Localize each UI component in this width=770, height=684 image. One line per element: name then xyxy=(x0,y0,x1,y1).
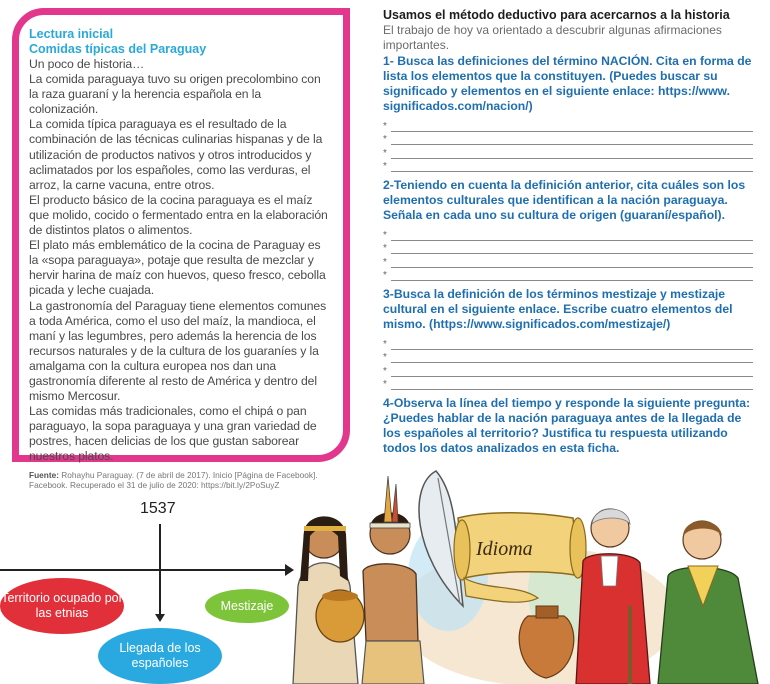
answer-lines-2 xyxy=(383,227,753,281)
spanish-gentleman-figure xyxy=(658,521,758,684)
bullet: * xyxy=(383,338,387,350)
scroll-text: Idioma xyxy=(476,538,533,560)
bullet: * xyxy=(383,120,387,132)
bullet: * xyxy=(383,379,387,390)
reading-paragraph: La comida típica paraguaya es el resultado de la combinación de las técnicas culinarias hispanas y de la utilización de productos nativos y otros introducidos y aclimatados por los españoles, como las verduras, el arroz, la carne vacuna, entre otros. xyxy=(29,117,323,192)
answer-line[interactable] xyxy=(383,145,753,159)
answer-line[interactable] xyxy=(383,350,753,364)
answer-line[interactable] xyxy=(383,336,753,350)
timeline-bubble-mestizaje: Mestizaje xyxy=(205,589,289,623)
timeline-bubble-territory: Territorio ocupado por las etnias xyxy=(0,578,124,634)
answer-lines-1 xyxy=(383,118,753,172)
reading-paragraph: Un poco de historia… xyxy=(29,57,145,71)
bullet: * xyxy=(383,352,387,363)
answer-line[interactable] xyxy=(383,227,753,241)
timeline-bubble-llegada: Llegada de los españoles xyxy=(98,628,222,684)
worksheet-intro: El trabajo de hoy va orientado a descubrir algunas afirmaciones importantes. xyxy=(383,23,722,52)
reading-box xyxy=(12,8,350,490)
answer-line[interactable] xyxy=(383,132,753,146)
indigenous-man-figure xyxy=(362,476,424,684)
bullet: * xyxy=(383,134,387,145)
source-label: Fuente: xyxy=(29,469,59,480)
question-2: 2-Teniendo en cuenta la definición anterior, cita cuáles son los elementos culturales que identifican a la nación paraguaya. Señala en cada uno su cultura de origen (guaraní/español). xyxy=(383,178,746,222)
reading-paragraph: El producto básico de la cocina paraguaya es el maíz que molido, cocido o fermentado entra en la elaboración de distintos platos o alimentos. xyxy=(29,192,328,238)
bullet: * xyxy=(383,243,387,254)
answer-line[interactable] xyxy=(383,159,753,173)
reading-heading: Lectura inicial xyxy=(29,27,114,41)
source-text: Rohayhu Paraguay. (7 de abril de 2017). Inicio [Página de Facebook]. Facebook. Recuperado el 31 de julio de 2020: https://bit.ly/2PoSuyZ xyxy=(29,469,318,490)
bullet: * xyxy=(383,147,387,159)
bullet: * xyxy=(383,365,387,377)
timeline-year-marker xyxy=(159,524,161,619)
timeline-axis xyxy=(0,569,290,571)
reading-paragraph: La comida paraguaya tuvo su origen precolombino con la raza guaraní y la herencia española en la colonización. xyxy=(29,72,321,117)
timeline-year: 1537 xyxy=(140,500,176,517)
answer-lines-3 xyxy=(383,336,753,390)
reading-paragraph: El plato más emblemático de la cocina de Paraguay es la «sopa paraguaya», potaje que resulta de mezclar y hervir harina de maíz con huevos, queso fresco, cebolla picada y leche cuajada. xyxy=(29,238,326,298)
bullet: * xyxy=(383,161,387,172)
reading-paragraph: La gastronomía del Paraguay tiene elementos comunes a toda América, como el uso del maíz, la mandioca, el maní y las legumbres, pero además la herencia de los recursos naturales y de la cultura de los guaraníes y la amalgama con la cultura europea nos dan una gastronomía diferente al resto de América y dentro del mismo Mercosur. xyxy=(29,298,327,404)
question-4: 4-Observa la línea del tiempo y responde la siguiente pregunta: ¿Puedes hablar de la nación paraguaya antes de la llegada de los españoles al territorio? Justifica tu respuesta utilizando todos los datos analizados en esta ficha. xyxy=(383,396,751,455)
worksheet xyxy=(383,8,753,456)
bullet: * xyxy=(383,256,387,268)
answer-line[interactable] xyxy=(383,268,753,282)
reading-body xyxy=(29,57,333,465)
answer-line[interactable] xyxy=(383,118,753,132)
worksheet-title: Usamos el método deductivo para acercarnos a la historia xyxy=(383,8,730,22)
question-3: 3-Busca la definición de los términos mestizaje y mestizaje cultural en el siguiente enlace. Escribe cuatro elementos del mismo. (https://www.significados.com/mestizaje/) xyxy=(383,287,733,331)
question-1: 1- Busca las definiciones del término NACIÓN. Cita en forma de lista los elementos que la constituyen. (Puedes buscar su significado y elementos en el siguiente enlace: https://www. significados.com/nacion/) xyxy=(383,54,752,113)
answer-line[interactable] xyxy=(383,254,753,268)
cultural-illustration xyxy=(288,466,770,684)
indigenous-woman-figure xyxy=(293,516,364,684)
answer-line[interactable] xyxy=(383,363,753,377)
bullet: * xyxy=(383,270,387,281)
reading-paragraph: Las comidas más tradicionales, como el chipá o pan paraguayo, la sopa paraguaya y una gran variedad de postres, hacen delicias de los que gustan saborear nuestros platos. xyxy=(29,404,317,464)
timeline-year-arrow xyxy=(155,614,165,622)
answer-line[interactable] xyxy=(383,377,753,391)
spanish-man-figure xyxy=(576,509,650,684)
answer-line[interactable] xyxy=(383,241,753,255)
bullet: * xyxy=(383,229,387,241)
reading-title: Comidas típicas del Paraguay xyxy=(29,42,207,56)
